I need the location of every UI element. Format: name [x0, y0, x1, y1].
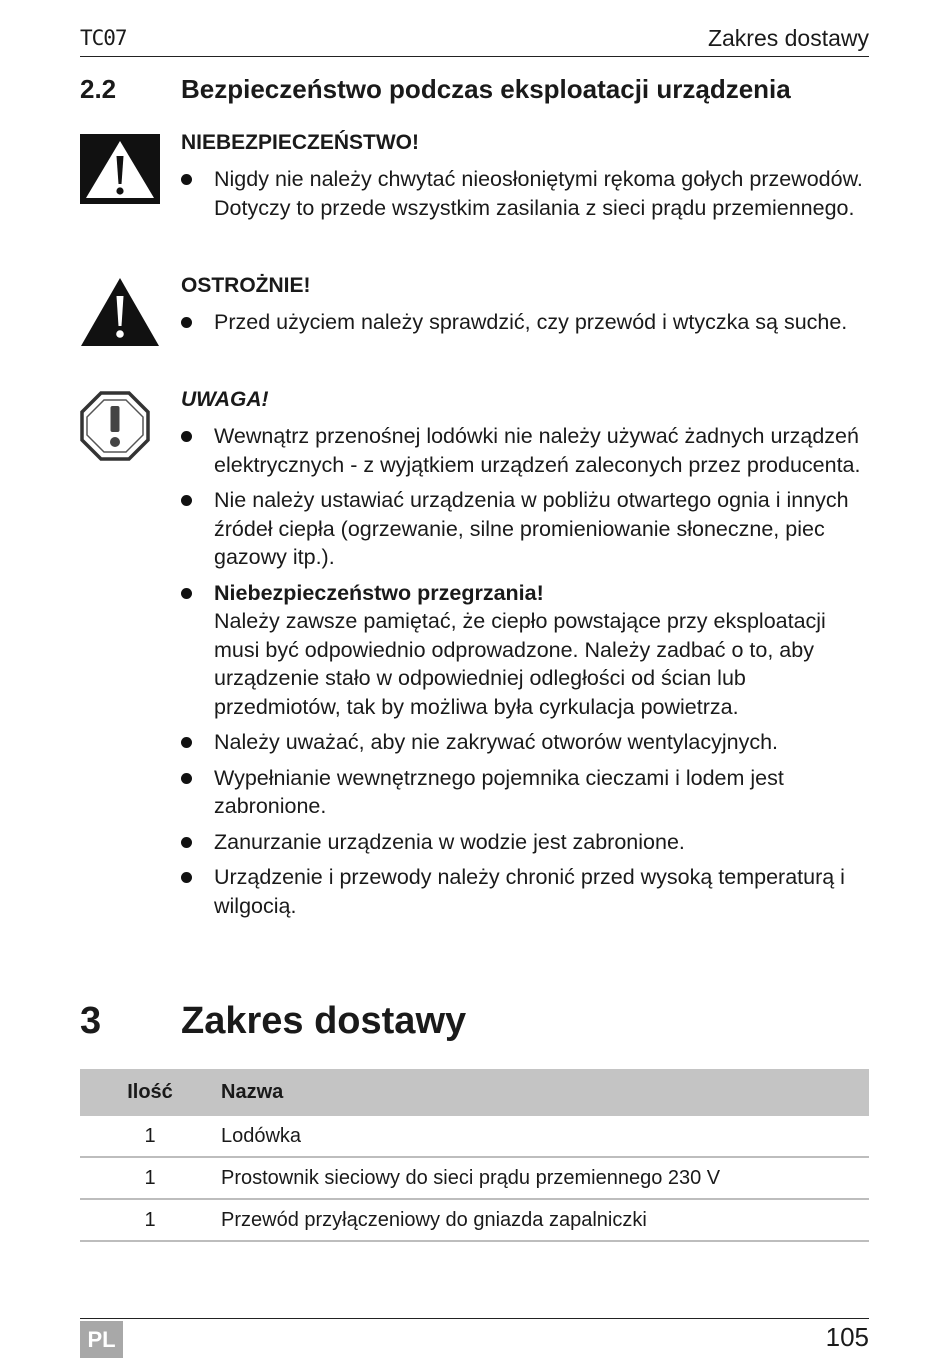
column-header-quantity: Ilość: [80, 1069, 221, 1116]
caution-list: [181, 308, 871, 337]
list-item: Należy uważać, aby nie zakrywać otworów wentylacyjnych.: [181, 728, 871, 757]
danger-warning-triangle-icon: [80, 134, 160, 204]
table-row: [80, 1199, 869, 1241]
chapter-title: Zakres dostawy: [181, 1000, 467, 1042]
list-item: Nie należy ustawiać urządzenia w pobliżu otwartego ognia i innych źródeł ciepła (ogrzewanie, silne promieniowanie słoneczne, piec gazowy itp.).: [181, 486, 871, 572]
table-row: [80, 1157, 869, 1199]
list-item: Wypełnianie wewnętrznego pojemnika cieczami i lodem jest zabronione.: [181, 764, 871, 821]
caution-triangle-icon: [80, 276, 160, 348]
list-item: Wewnątrz przenośnej lodówki nie należy używać żadnych urządzeń elektrycznych - z wyjątkiem urządzeń zaleconych przez producenta.: [181, 422, 871, 479]
table-header-row: [80, 1069, 869, 1116]
header-section-title: Zakres dostawy: [707, 25, 869, 51]
chapter-number: 3: [80, 1000, 102, 1042]
quantity-cell: 1: [80, 1199, 221, 1241]
caution-notice: [181, 274, 871, 344]
quantity-cell: 1: [80, 1157, 221, 1199]
attention-octagon-icon: [80, 391, 150, 461]
page-header: [80, 22, 869, 57]
delivery-contents-table: [80, 1069, 869, 1242]
danger-notice: [181, 131, 871, 229]
list-item: [181, 579, 871, 722]
attention-list: [181, 422, 871, 920]
caution-label: OSTROŻNIE!: [181, 274, 311, 297]
footer-divider: [80, 1318, 869, 1319]
overheat-warning-text: Należy zawsze pamiętać, że ciepło powstające przy eksploatacji musi być odpowiednio odprowadzone. Należy zadbać o to, aby urządzenie stało w odpowiedniej odległości od ścian lub przedmiotów, tak by możliwa była cyrkulacja powietrza.: [214, 609, 826, 719]
overheat-warning-heading: Niebezpieczeństwo przegrzania!: [214, 580, 544, 605]
quantity-cell: 1: [80, 1116, 221, 1157]
attention-label: UWAGA!: [181, 388, 269, 411]
name-cell: Przewód przyłączeniowy do gniazda zapalniczki: [221, 1199, 869, 1241]
name-cell: Lodówka: [221, 1116, 869, 1157]
table-row: [80, 1116, 869, 1157]
danger-list: [181, 165, 871, 222]
column-header-name: Nazwa: [221, 1069, 869, 1116]
language-badge: PL: [80, 1321, 123, 1358]
section-number: 2.2: [80, 74, 117, 104]
list-item: Przed użyciem należy sprawdzić, czy przewód i wtyczka są suche.: [181, 308, 871, 337]
list-item: Zanurzanie urządzenia w wodzie jest zabronione.: [181, 828, 871, 857]
danger-label: NIEBEZPIECZEŃSTWO!: [181, 131, 420, 154]
attention-notice: [181, 388, 871, 927]
list-item: Nigdy nie należy chwytać nieosłoniętymi rękoma gołych przewodów. Dotyczy to przede wszystkim zasilania z sieci prądu przemiennego.: [181, 165, 871, 222]
document-id: TC07: [80, 26, 127, 50]
name-cell: Prostownik sieciowy do sieci prądu przemiennego 230 V: [221, 1157, 869, 1199]
list-item: Urządzenie i przewody należy chronić przed wysoką temperaturą i wilgocią.: [181, 863, 871, 920]
page-number: 105: [825, 1322, 869, 1352]
section-title: Bezpieczeństwo podczas eksploatacji urządzenia: [181, 74, 791, 104]
